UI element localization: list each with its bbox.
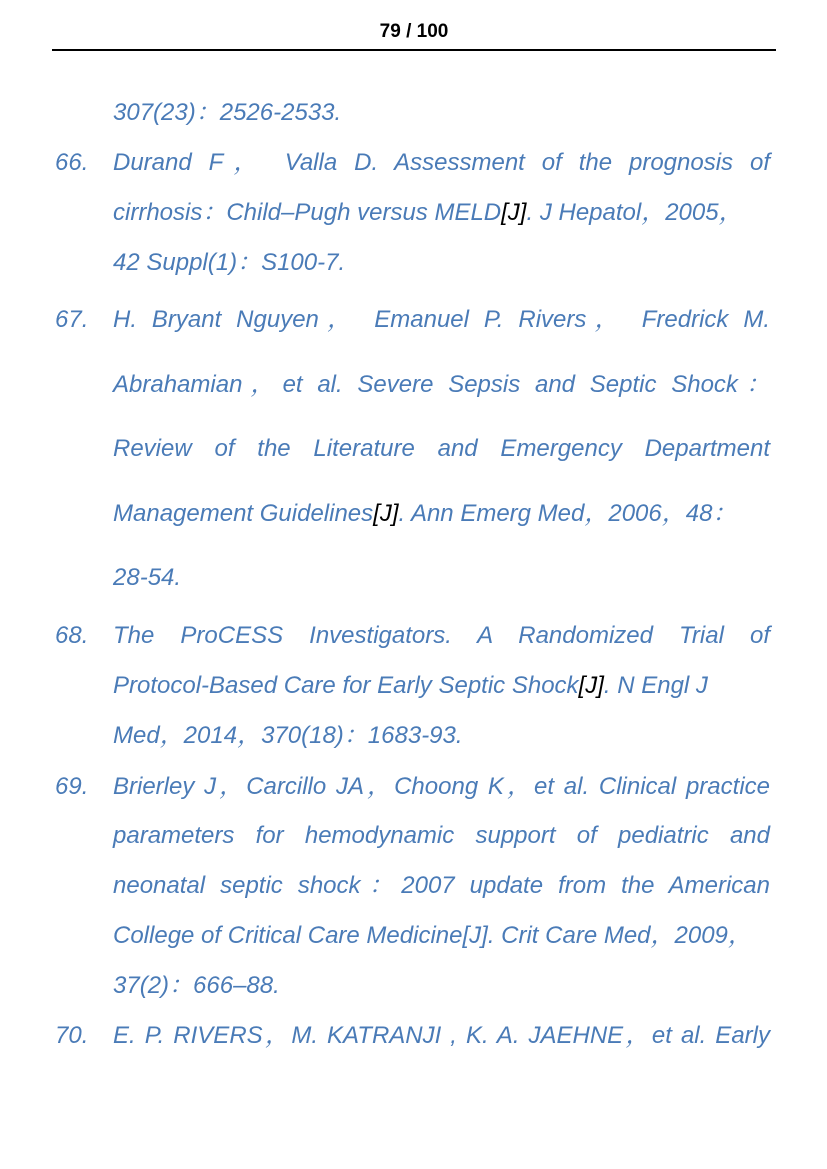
reference-line: 42 Suppl(1)：S100-7. (113, 249, 346, 276)
reference-number: 67. (55, 306, 89, 333)
reference-line: E. P. RIVERS，M. KATRANJI , K. A. JAEHNE，et al. Early (113, 1022, 770, 1049)
reference-number: 69. (55, 773, 89, 800)
reference-line: neonatal septic shock：2007 update from the American (113, 872, 770, 899)
reference-line: Abrahamian，et al. Severe Sepsis and Septic Shock： (113, 371, 770, 398)
reference-text: Protocol-Based Care for Early Septic Shock (113, 672, 579, 699)
reference-text: . N Engl J (603, 672, 708, 699)
document-type-tag: [J] (578, 672, 604, 699)
reference-line: College of Critical Care Medicine[J]. Crit Care Med，2009， (113, 922, 752, 949)
reference-line (113, 195, 743, 231)
reference-line: The ProCESS Investigators. A Randomized Trial of (113, 622, 770, 649)
reference-line: H. Bryant Nguyen， Emanuel P. Rivers， Fredrick M. (113, 306, 770, 333)
reference-line: Review of the Literature and Emergency Department (113, 435, 770, 462)
reference-text: cirrhosis：Child–Pugh versus MELD (113, 199, 502, 226)
reference-line: 37(2)：666–88. (113, 972, 280, 999)
reference-line (113, 496, 736, 532)
document-type-tag: [J] (373, 500, 399, 527)
document-type-tag: [J] (501, 199, 527, 226)
reference-line: Durand F， Valla D. Assessment of the prognosis of (113, 149, 770, 176)
page-number: 79 / 100 (379, 21, 449, 42)
reference-line: 28-54. (113, 564, 182, 591)
reference-line: Brierley J，Carcillo JA，Choong K，et al. Clinical practice (113, 773, 770, 800)
reference-text: . Ann Emerg Med，2006，48： (398, 500, 737, 527)
reference-line: parameters for hemodynamic support of pediatric and (113, 822, 770, 849)
reference-number: 66. (55, 149, 89, 176)
reference-line: 307(23)：2526-2533. (113, 99, 342, 126)
reference-line: Med，2014，370(18)：1683-93. (113, 722, 463, 749)
reference-number: 68. (55, 622, 89, 649)
reference-text: . J Hepatol，2005， (526, 199, 743, 226)
page-header (52, 18, 776, 51)
reference-text: Management Guidelines (113, 500, 374, 527)
reference-number: 70. (55, 1022, 89, 1049)
reference-line (113, 668, 708, 704)
